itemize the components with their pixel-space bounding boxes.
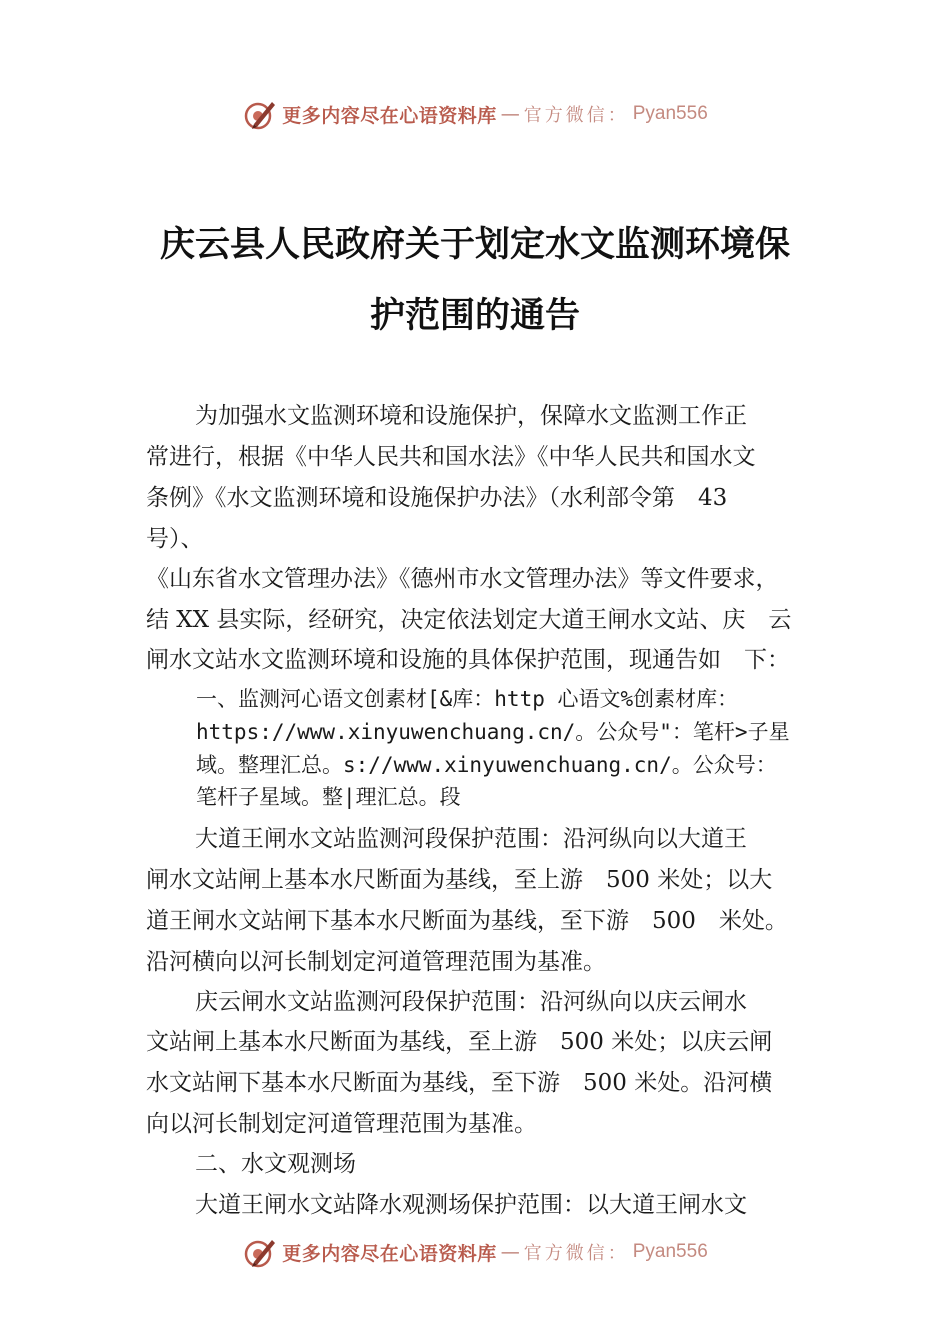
qingyun-paragraph-line: 水文站闸下基本水尺断面为基线，至下游 500 米处。沿河横 — [146, 1070, 773, 1096]
banner-wechat-id: Pyan556 — [632, 1241, 708, 1262]
dadao-paragraph-line: 闸水文站闸上基本水尺断面为基线，至上游 500 米处；以大 — [146, 867, 773, 893]
section1-line: https://www.xinyuwenchuang.cn/。公众号"：笔杆>子星 — [196, 720, 790, 744]
section1-line: 域。整理汇总。s://www.xinyuwenchuang.cn/。公众号： — [196, 753, 777, 777]
qingyun-paragraph-line: 文站闸上基本水尺断面为基线，至上游 500 米处；以庆云闸 — [146, 1029, 773, 1055]
pen-logo-icon — [242, 96, 278, 132]
banner-wechat-label: 官方微信： — [523, 1243, 629, 1264]
section1-line: 一、监测河心语文创素材[&库：http 心语文%创素材库： — [196, 687, 739, 711]
banner-dash: — — [500, 1241, 520, 1263]
intro-line: 条例》《水文监测环境和设施保护办法》（水利部令第 43 — [146, 485, 728, 511]
banner-dash: — — [500, 103, 520, 125]
intro-line: 为加强水文监测环境和设施保护，保障水文监测工作正 — [195, 403, 747, 429]
intro-line: 号）、 — [146, 526, 204, 552]
intro-line: 《山东省水文管理办法》《德州市水文管理办法》等文件要求， — [146, 566, 779, 592]
section1-line: 笔杆子星域。整|理汇总。段 — [196, 785, 461, 809]
rain-paragraph-line: 大道王闸水文站降水观测场保护范围：以大道王闸水文 — [195, 1192, 747, 1218]
qingyun-paragraph-line: 庆云闸水文站监测河段保护范围：沿河纵向以庆云闸水 — [195, 989, 747, 1015]
banner-wechat-id: Pyan556 — [632, 103, 708, 124]
section2-heading: 二、水文观测场 — [195, 1151, 356, 1177]
document-title-line-1: 庆云县人民政府关于划定水文监测环境保 — [159, 224, 790, 265]
intro-line: 结 XX 县实际，经研究，决定依法划定大道王闸水文站、庆 云 — [146, 607, 792, 633]
dadao-paragraph-line: 道王闸水文站闸下基本水尺断面为基线，至下游 500 米处。 — [146, 908, 788, 934]
pen-logo-icon — [242, 1234, 278, 1270]
header-banner — [0, 94, 950, 134]
dadao-paragraph-line: 沿河横向以河长制划定河道管理范围为基准。 — [146, 949, 606, 975]
intro-line: 常进行，根据《中华人民共和国水法》《中华人民共和国水文 — [146, 444, 756, 470]
dadao-paragraph-line: 大道王闸水文站监测河段保护范围：沿河纵向以大道王 — [195, 826, 747, 852]
footer-banner — [0, 1232, 950, 1272]
intro-line: 闸水文站水文监测环境和设施的具体保护范围，现通告如 下： — [146, 647, 790, 673]
banner-brand-text: 更多内容尽在心语资料库 — [282, 104, 497, 127]
document-title-line-2: 护范围的通告 — [369, 295, 580, 336]
banner-wechat-label: 官方微信： — [523, 105, 629, 126]
banner-brand-text: 更多内容尽在心语资料库 — [282, 1242, 497, 1265]
qingyun-paragraph-line: 向以河长制划定河道管理范围为基准。 — [146, 1111, 537, 1137]
